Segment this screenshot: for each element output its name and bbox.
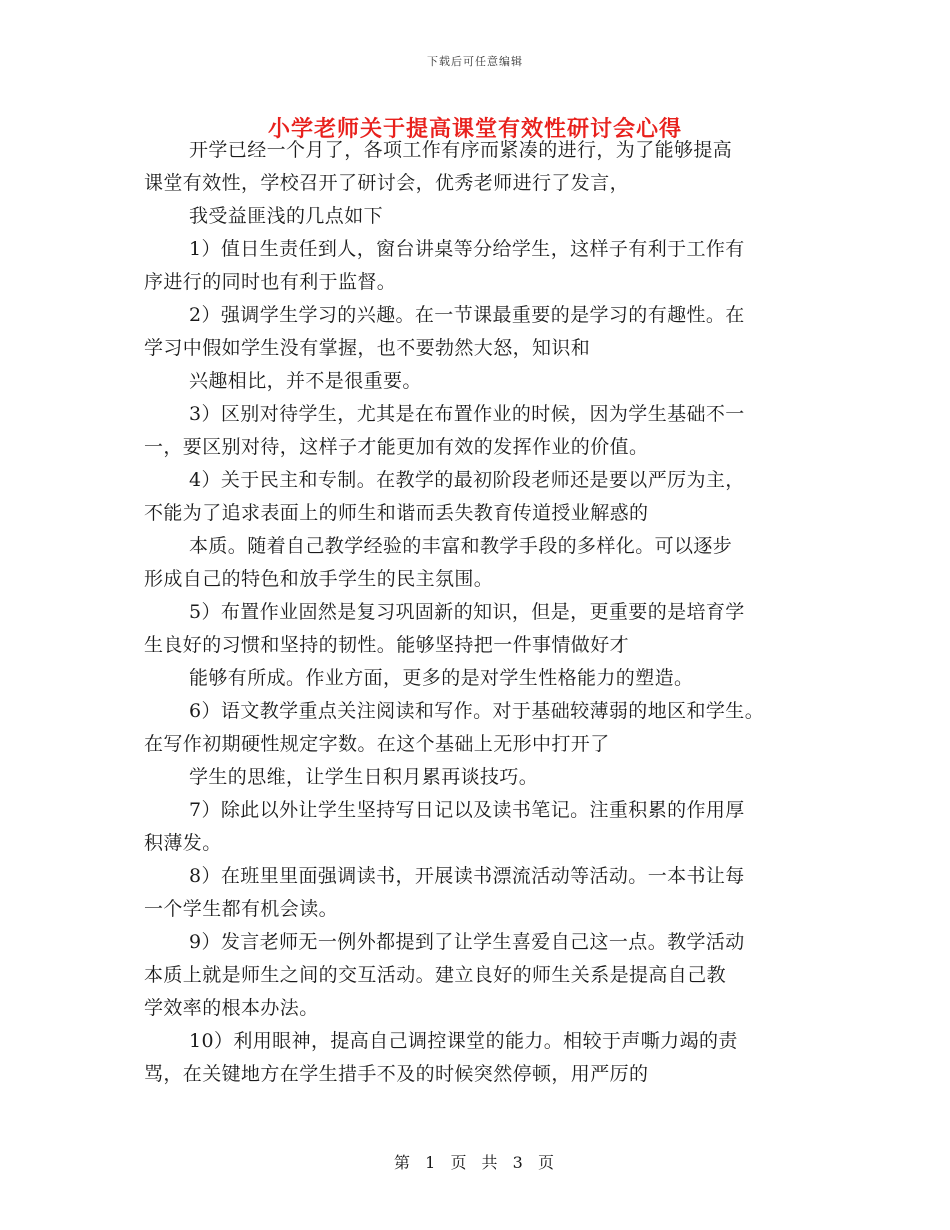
text-line: 5）布置作业固然是复习巩固新的知识，但是，更重要的是培育学 xyxy=(189,601,745,623)
text-line: 课堂有效性，学校召开了研讨会，优秀老师进行了发言， xyxy=(144,172,630,194)
document-body xyxy=(144,134,824,1091)
text-line: 序进行的同时也有利于监督。 xyxy=(144,271,397,293)
header-note: 下载后可任意编辑 xyxy=(427,55,523,68)
footer-prefix: 第 xyxy=(394,1153,413,1172)
footer-suffix: 页 xyxy=(537,1153,556,1172)
text-line: 生良好的习惯和坚持的韧性。能够坚持把一件事情做好才 xyxy=(144,634,630,656)
page-footer xyxy=(0,1150,950,1173)
text-line: 能够有所成。作业方面，更多的是对学生性格能力的塑造。 xyxy=(189,667,694,689)
text-line: 本质上就是师生之间的交互活动。建立良好的师生关系是提高自己教 xyxy=(144,964,727,986)
text-line: 7）除此以外让学生坚持写日记以及读书笔记。注重积累的作用厚 xyxy=(189,799,745,821)
text-line: 10）利用眼神，提高自己调控课堂的能力。相较于声嘶力竭的责 xyxy=(189,1030,738,1052)
text-line: 9）发言老师无一例外都提到了让学生喜爱自己这一点。教学活动 xyxy=(189,931,745,953)
footer-current-page: 1 xyxy=(425,1153,438,1172)
footer-total-word: 共 xyxy=(481,1153,500,1172)
text-line: 积薄发。 xyxy=(144,832,222,854)
text-line: 4）关于民主和专制。在教学的最初阶段老师还是要以严厉为主， xyxy=(189,469,745,491)
footer-page-word: 页 xyxy=(450,1153,469,1172)
text-line: 2）强调学生学习的兴趣。在一节课最重要的是学习的有趣性。在 xyxy=(189,304,745,326)
text-line: 6）语文教学重点关注阅读和写作。对于基础较薄弱的地区和学生。 xyxy=(189,700,765,722)
text-line: 3）区别对待学生，尤其是在布置作业的时候，因为学生基础不一 xyxy=(189,403,745,425)
text-line: 形成自己的特色和放手学生的民主氛围。 xyxy=(144,568,494,590)
text-line: 不能为了追求表面上的师生和谐而丢失教育传道授业解惑的 xyxy=(144,502,649,524)
text-line: 一，要区别对待，这样子才能更加有效的发挥作业的价值。 xyxy=(144,436,649,458)
text-line: 本质。随着自己教学经验的丰富和教学手段的多样化。可以逐步 xyxy=(189,535,733,557)
text-line: 1）值日生责任到人，窗台讲桌等分给学生，这样子有利于工作有 xyxy=(189,238,745,260)
text-line: 学生的思维，让学生日积月累再谈技巧。 xyxy=(189,766,539,788)
text-line: 学效率的根本办法。 xyxy=(144,997,319,1019)
text-line: 一个学生都有机会读。 xyxy=(144,898,339,920)
text-line: 在写作初期硬性规定字数。在这个基础上无形中打开了 xyxy=(144,733,610,755)
text-line: 学习中假如学生没有掌握，也不要勃然大怒，知识和 xyxy=(144,337,591,359)
text-line: 我受益匪浅的几点如下 xyxy=(189,205,384,227)
document-title: 小学老师关于提高课堂有效性研讨会心得 xyxy=(267,116,682,142)
text-line: 骂，在关键地方在学生措手不及的时候突然停顿，用严厉的 xyxy=(144,1063,649,1085)
text-line: 8）在班里里面强调读书，开展读书漂流活动等活动。一本书让每 xyxy=(189,865,745,887)
text-line: 开学已经一个月了，各项工作有序而紧凑的进行，为了能够提高 xyxy=(189,139,733,161)
text-line: 兴趣相比，并不是很重要。 xyxy=(189,370,422,392)
footer-total-pages: 3 xyxy=(512,1153,525,1172)
